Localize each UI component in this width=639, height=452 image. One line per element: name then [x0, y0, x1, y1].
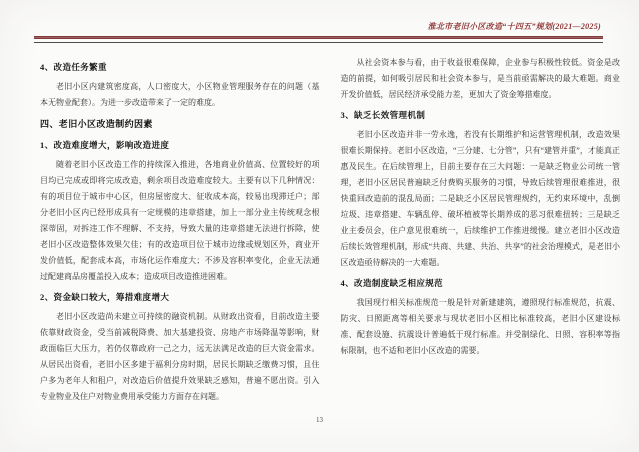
heading-standards-lacking: 4、改造制度缺乏相应规范 [340, 278, 444, 288]
header-rule-thick [34, 36, 603, 39]
paragraph-social-capital: 从社会资本参与看，由于收益很难保障，企业参与积极性较低。资金是改造的前提，如何吸引居民和社会资本参与，是当前亟需解决的最大难题。商业开发价值低，居民经济承受能力差，更加大了资金筹措难度。 [340, 58, 620, 99]
heading-long-term-management: 3、缺乏长效管理机制 [340, 110, 426, 120]
paragraph-long-term-management: 老旧小区改造并非一劳永逸，若没有长期维护和运营管理机制，改造效果很难长期保持。老旧小区改造，“三分建、七分管”，只有“建管并重”，才能真正惠及民生。在后续管理上，目前主要存在三大问题：一是缺乏物业公司统一管理，老旧小区居民普遍缺乏付费购买服务的习惯，导致后续管理很难推进，很快重回改造前的混乱局面；二是缺乏小区居民管理规约，无约束环境中，乱倒垃圾、违章搭建、车辆乱停、破坏植被等长期养成的恶习很难扭转；三是缺乏业主委员会，住户意见很难统一，后续维护工作推进缓慢。建立老旧小区改造后续长效管理机制，形成“共商、共建、共治、共享”的社会治理模式，是老旧小区改造亟待解决的一大难题。 [340, 130, 620, 267]
header-title: 淮北市老旧小区改造“十四五”规划(2021—2025) [427, 22, 601, 31]
heading-section-constraint-factors: 四、老旧小区改造制约因素 [40, 119, 153, 129]
right-column [341, 55, 621, 405]
paragraph-difficulty-increase: 随着老旧小区改造工作的持续深入推进，各地商业价值高、位置较好的项目均已完成或即将完成改造，剩余项目改造难度较大。主要有以下几种情况：有的项目位于城市中心区，但房屋密度大、征收成本高，较易出现滞迁户；部分老旧小区内已经形成具有一定规模的违章搭建，加上一部分业主传统观念根深蒂固，对拆违工作不理解、不支持，导致大量的违章搭建无法进行拆除，使老旧小区改造整体效果欠佳；有的改造项目位于城市边缘或规划区外，商业开发价值低，配套成本高，市场化运作难度大；不涉及容积率变化，企业无法通过配建商品房覆盖投入成本；造成项目改造推进困难。 [40, 160, 320, 281]
left-column [40, 55, 320, 405]
heading-funding-gap: 2、资金缺口较大，筹措难度增大 [40, 292, 170, 302]
page-header [0, 0, 639, 43]
heading-difficulty-increase: 1、改造难度增大，影响改造进度 [40, 140, 170, 150]
page-number: 13 [316, 416, 323, 424]
heading-renovation-tasks-heavy: 4、改造任务繁重 [40, 62, 107, 72]
two-column-content [0, 43, 639, 405]
paragraph-funding-gap: 老旧小区改造尚未建立可持续的融资机制。从财政出资看，目前改造主要依靠财政资金，受当前减税降费、加大基建投资、房地产市场降温等影响，财政面临巨大压力，若仍仅靠政府一己之力，远无法满足改造的巨大资金需求。从居民出资看，老旧小区多建于福利分房时期，居民长期缺乏缴费习惯，且住户多为老年人和租户，对改造后价值提升效果缺乏感知，普遍不愿出资。引入专业物业及住户对物业费用承受能力方面存在问题。 [40, 312, 320, 401]
page-footer [0, 416, 639, 424]
paragraph-renovation-tasks: 老旧小区内建筑密度高，人口密度大，小区物业管理服务存在的问题（基本无物业配套）。为进一步改造带来了一定的难度。 [40, 82, 320, 107]
paragraph-standards-lacking: 我国现行相关标准规范一般是针对新建建筑，遵照现行标准规范，抗震、防灾、日照距离等相关要求与现状老旧小区相比标准较高，老旧小区建设标准、配套设施、抗震设计普遍低于现行标准。并受制绿化、日照、容积率等指标限制，也不适和老旧小区改造的需要。 [340, 298, 620, 355]
